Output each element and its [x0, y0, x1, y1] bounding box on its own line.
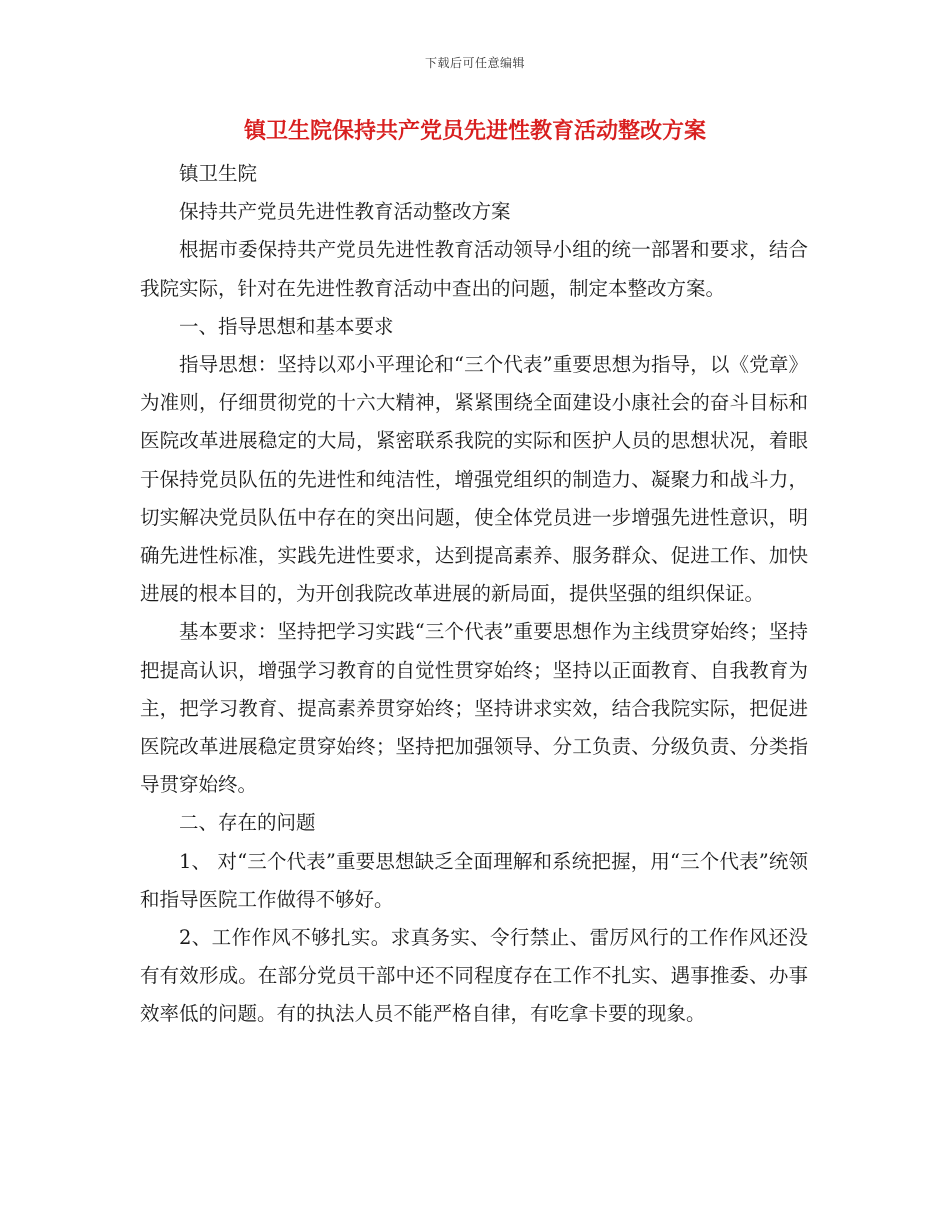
paragraph-guiding-ideology: 指导思想：坚持以邓小平理论和“三个代表”重要思想为指导，以《党章》为准则，仔细贯彻党的十六大精神，紧紧围绕全面建设小康社会的奋斗目标和医院改革进展稳定的大局，紧密联系我院的实际和医护人员的思想状况，着眼于保持党员队伍的先进性和纯洁性，增强党组织的制造力、凝聚力和战斗力，切实解决党员队伍中存在的突出问题，使全体党员进一步增强先进性意识，明确先进性标准，实践先进性要求，达到提高素养、服务群众、促进工作、加快进展的根本目的，为开创我院改革进展的新局面，提供坚强的组织保证。 [140, 353, 808, 606]
paragraph-basic-requirements: 基本要求：坚持把学习实践“三个代表”重要思想作为主线贯穿始终；坚持把提高认识，增强学习教育的自觉性贯穿始终；坚持以正面教育、自我教育为主，把学习教育、提高素养贯穿始终；坚持讲求实效，结合我院实际，把促进医院改革进展稳定贯穿始终；坚持把加强领导、分工负责、分级负责、分类指导贯穿始终。 [140, 620, 808, 797]
paragraph-intro: 根据市委保持共产党员先进性教育活动领导小组的统一部署和要求，结合我院实际，针对在先进性教育活动中查出的问题，制定本整改方案。 [140, 238, 808, 300]
paragraph-subtitle: 保持共产党员先进性教育活动整改方案 [179, 200, 511, 224]
section-heading-2: 二、存在的问题 [179, 811, 316, 835]
document-title: 镇卫生院保持共产党员先进性教育活动整改方案 [243, 119, 706, 144]
section-heading-1: 一、指导思想和基本要求 [179, 314, 394, 338]
document-body [140, 155, 808, 1034]
paragraph-problem-2: 2、工作作风不够扎实。求真务实、令行禁止、雷厉风行的工作作风还没有有效形成。在部分党员干部中还不同程度存在工作不扎实、遇事推委、办事效率低的问题。有的执法人员不能严格自律，有吃拿卡要的现象。 [140, 926, 808, 1026]
paragraph-problem-1: 1、 对“三个代表”重要思想缺乏全面理解和系统把握，用“三个代表”统领和指导医院工作做得不够好。 [140, 849, 808, 911]
header-note: 下载后可任意编辑 [424, 56, 525, 70]
paragraph-org-name: 镇卫生院 [179, 162, 258, 185]
